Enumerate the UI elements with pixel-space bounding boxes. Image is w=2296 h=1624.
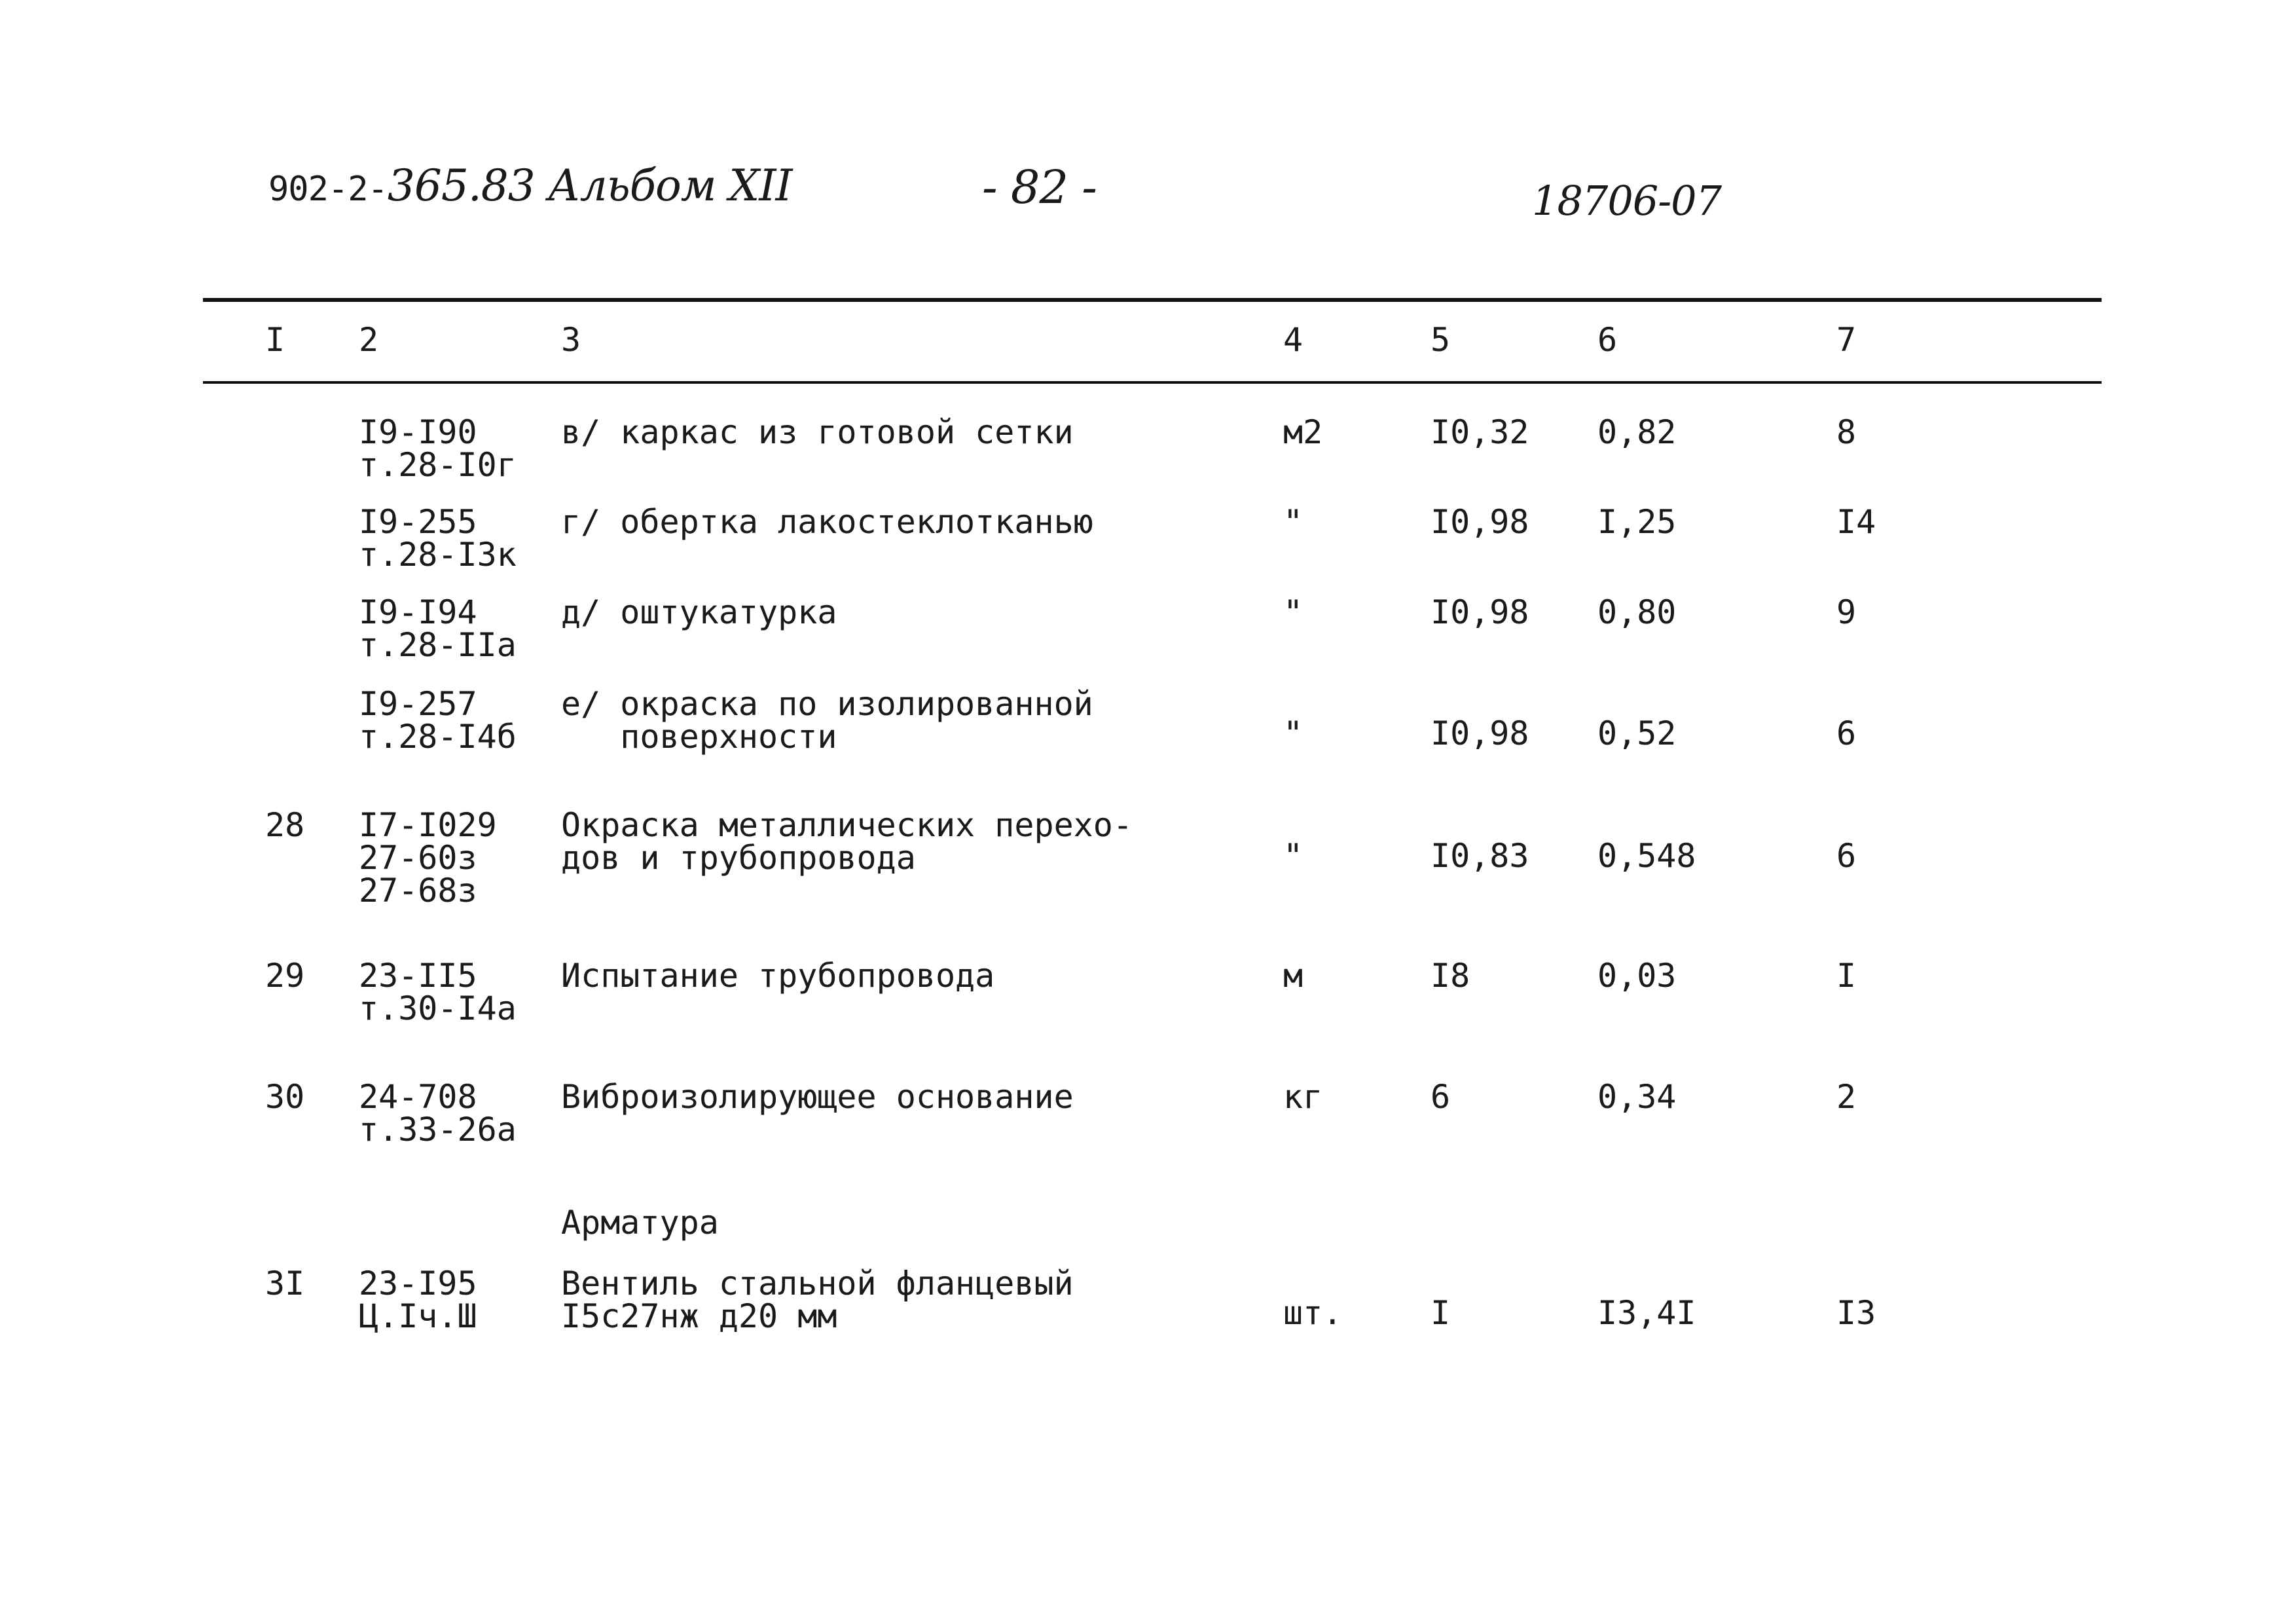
row-name: г/ обертка лакостеклотканью xyxy=(561,503,1093,541)
row-qty: I0,98 xyxy=(1430,714,1529,752)
row-code: I9-255 т.28-I3к xyxy=(359,503,517,574)
row-total: I xyxy=(1836,957,1857,995)
row-norm: 0,03 xyxy=(1597,957,1677,995)
row-total: 2 xyxy=(1836,1078,1857,1116)
row-total: 6 xyxy=(1836,837,1857,875)
row-norm: 0,52 xyxy=(1597,714,1677,752)
section-heading-armatura: Арматура xyxy=(561,1204,719,1242)
row-qty: I0,98 xyxy=(1430,503,1529,541)
row-code: I9-I90 т.28-I0г xyxy=(359,413,517,484)
row-norm: 0,34 xyxy=(1597,1078,1677,1116)
album-handwritten: 365.83 Альбом XII xyxy=(387,160,792,211)
row-unit: " xyxy=(1283,503,1303,541)
row-code: 23-I95 Ц.Iч.Ш xyxy=(359,1264,477,1335)
header-bottom-rule xyxy=(203,381,2102,384)
row-name: в/ каркас из готовой сетки xyxy=(561,413,1074,451)
row-total: 9 xyxy=(1836,593,1857,631)
row-code: I9-257 т.28-I4б xyxy=(359,685,517,756)
row-qty: I0,83 xyxy=(1430,837,1529,875)
row-unit: кг xyxy=(1283,1078,1323,1116)
row-qty: I xyxy=(1430,1294,1451,1332)
row-total: I3 xyxy=(1836,1294,1876,1332)
row-qty: 6 xyxy=(1430,1078,1451,1116)
inventory-code: 18706-07 xyxy=(1532,177,1722,225)
row-unit: " xyxy=(1283,714,1303,752)
row-code: I9-I94 т.28-IIа xyxy=(359,593,517,664)
column-header-7: 7 xyxy=(1836,321,1857,359)
document-number xyxy=(268,160,792,211)
row-norm: I3,4I xyxy=(1597,1294,1696,1332)
row-number: 28 xyxy=(265,806,305,844)
row-unit: шт. xyxy=(1283,1294,1343,1332)
row-code: 23-II5 т.30-I4а xyxy=(359,957,517,1027)
row-norm: 0,548 xyxy=(1597,837,1696,875)
row-name: Окраска металлических перехо- дов и трубопровода xyxy=(561,806,1133,877)
column-header-5: 5 xyxy=(1430,321,1451,359)
column-header-4: 4 xyxy=(1283,321,1303,359)
row-qty: I8 xyxy=(1430,957,1470,995)
row-name: Испытание трубопровода xyxy=(561,957,995,995)
row-code: I7-I029 27-60з 27-68з xyxy=(359,806,497,910)
row-norm: 0,80 xyxy=(1597,593,1677,631)
row-total: 6 xyxy=(1836,714,1857,752)
row-unit: " xyxy=(1283,837,1303,875)
document-number-printed: 902-2- xyxy=(268,170,388,209)
row-unit: м2 xyxy=(1283,413,1323,451)
row-unit: " xyxy=(1283,593,1303,631)
table-top-rule xyxy=(203,298,2102,302)
page-number: - 82 - xyxy=(982,160,1097,214)
row-total: 8 xyxy=(1836,413,1857,451)
row-code: 24-708 т.33-26а xyxy=(359,1078,517,1149)
column-header-2: 2 xyxy=(359,321,379,359)
row-norm: 0,82 xyxy=(1597,413,1677,451)
column-header-3: 3 xyxy=(561,321,581,359)
row-name: д/ оштукатурка xyxy=(561,593,837,631)
row-qty: I0,32 xyxy=(1430,413,1529,451)
column-header-6: 6 xyxy=(1597,321,1618,359)
row-number: 30 xyxy=(265,1078,305,1116)
column-header-1: I xyxy=(265,321,285,359)
row-name: Виброизолирующее основание xyxy=(561,1078,1074,1116)
row-unit: м xyxy=(1283,957,1303,995)
row-number: 29 xyxy=(265,957,305,995)
row-number: 3I xyxy=(265,1264,305,1302)
row-total: I4 xyxy=(1836,503,1876,541)
row-name: е/ окраска по изолированной поверхности xyxy=(561,685,1093,756)
row-name: Вентиль стальной фланцевый I5с27нж д20 мм xyxy=(561,1264,1074,1335)
row-qty: I0,98 xyxy=(1430,593,1529,631)
row-norm: I,25 xyxy=(1597,503,1677,541)
